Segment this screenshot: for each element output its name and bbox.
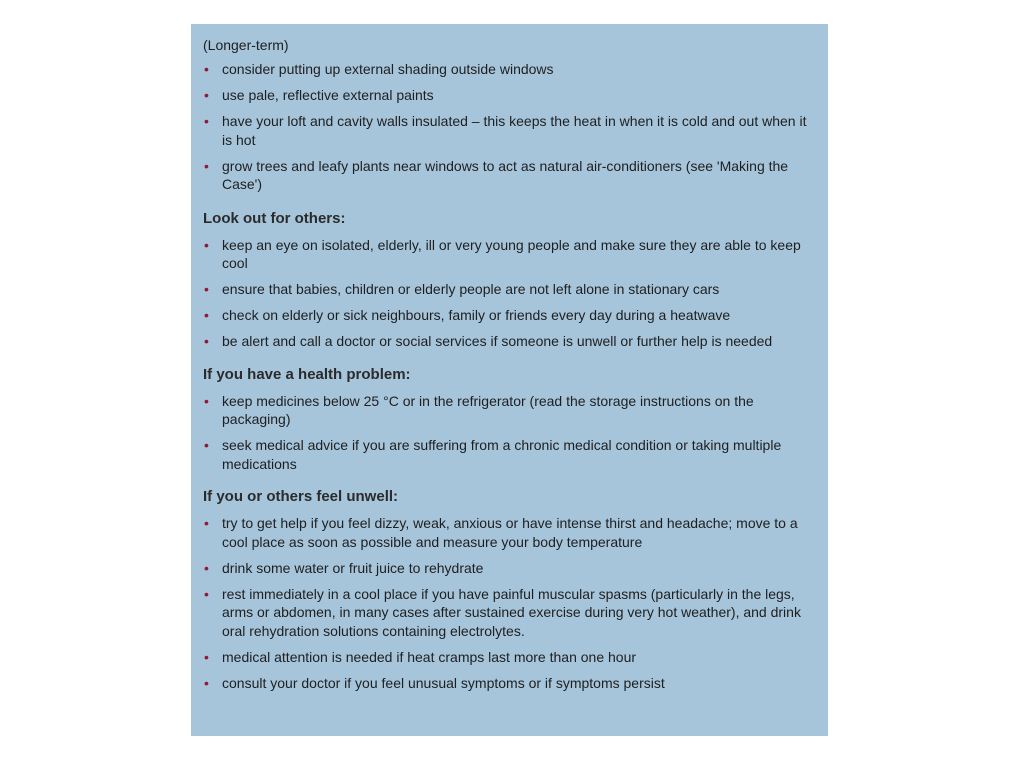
list-item: • be alert and call a doctor or social services if someone is unwell or further help is needed — [204, 333, 773, 349]
longer-term-section — [203, 60, 816, 194]
bullet-icon: • — [204, 392, 209, 409]
list-item: • medical attention is needed if heat cramps last more than one hour — [204, 648, 637, 665]
feel-unwell-section — [203, 488, 816, 692]
list-item: • have your loft and cavity walls insulated – this keeps the heat in when it is cold and out when it is hot — [204, 113, 807, 148]
bullet-icon: • — [204, 515, 209, 531]
health-problem-section — [203, 366, 816, 474]
bullet-icon: • — [204, 333, 209, 349]
bullet-icon: • — [204, 437, 209, 453]
advice-panel — [191, 24, 828, 736]
bullet-icon: • — [204, 648, 209, 665]
section-heading: If you or others feel unwell: — [203, 488, 399, 505]
longer-term-list — [203, 60, 816, 194]
look-out-list — [203, 236, 816, 351]
list-item: • rest immediately in a cool place if you have painful muscular spasms (particularly in the legs, arms or abdomen, in many cases after sustained exercise during very hot weather), and drink oral rehydration solutions containing electrolytes. — [204, 585, 801, 639]
bullet-icon: • — [204, 281, 209, 297]
list-item: • keep an eye on isolated, elderly, ill or very young people and make sure they are able to keep cool — [204, 236, 801, 271]
look-out-section — [203, 210, 816, 351]
list-item: • use pale, reflective external paints — [204, 87, 434, 103]
bullet-icon: • — [204, 585, 209, 602]
bullet-icon: • — [204, 236, 209, 253]
list-item: • grow trees and leafy plants near windows to act as natural air-conditioners (see 'Making the Case') — [204, 157, 789, 192]
list-item: • ensure that babies, children or elderly people are not left alone in stationary cars — [204, 281, 720, 297]
bullet-icon: • — [204, 113, 209, 129]
bullet-icon: • — [204, 157, 209, 174]
health-problem-list — [203, 392, 816, 474]
bullet-icon: • — [204, 87, 209, 103]
list-item: • seek medical advice if you are suffering from a chronic medical condition or taking multiple medications — [204, 437, 782, 472]
feel-unwell-list — [203, 514, 816, 692]
intro-label: (Longer-term) — [203, 37, 289, 53]
bullet-icon: • — [204, 674, 209, 691]
list-item: • keep medicines below 25 °C or in the refrigerator (read the storage instructions on the packaging) — [204, 392, 754, 427]
list-item: • drink some water or fruit juice to rehydrate — [204, 559, 484, 576]
section-heading: If you have a health problem: — [203, 365, 411, 383]
bullet-icon: • — [204, 61, 209, 77]
bullet-icon: • — [204, 307, 209, 323]
list-item: • consult your doctor if you feel unusual symptoms or if symptoms persist — [204, 674, 665, 691]
list-item: • check on elderly or sick neighbours, family or friends every day during a heatwave — [204, 307, 731, 323]
list-item: • try to get help if you feel dizzy, weak, anxious or have intense thirst and headache; move to a cool place as soon as possible and measure your body temperature — [204, 515, 798, 550]
section-heading: Look out for others: — [203, 209, 346, 227]
list-item: • consider putting up external shading outside windows — [204, 61, 554, 77]
bullet-icon: • — [204, 559, 209, 576]
